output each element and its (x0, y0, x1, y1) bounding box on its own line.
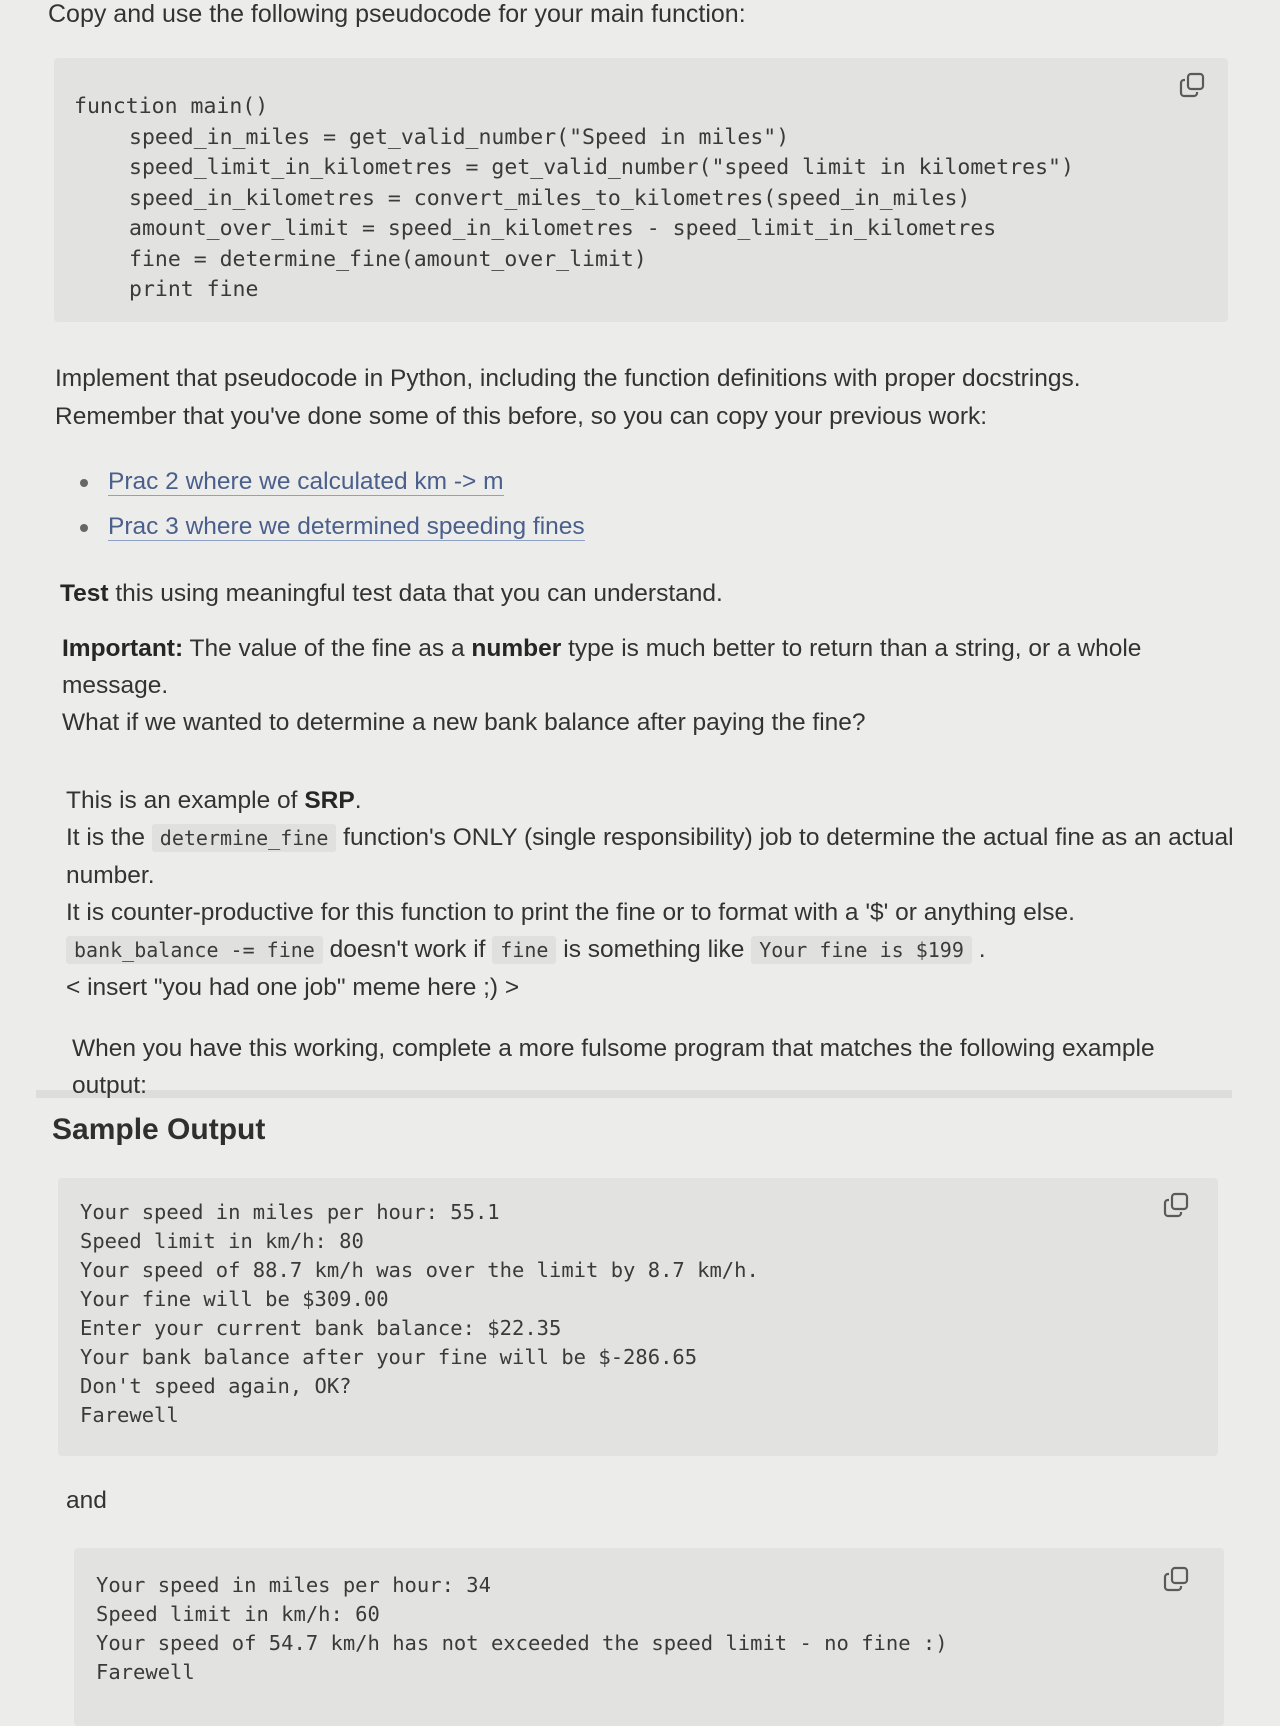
number-bold: number (471, 635, 562, 662)
code-line: function main() (74, 94, 269, 119)
code-line: fine = determine_fine(amount_over_limit) (129, 246, 647, 272)
list-item (80, 462, 585, 507)
srp-text: This is an example of (66, 787, 305, 814)
sample-output-block-1 (58, 1178, 1218, 1456)
output-line: Your speed of 88.7 km/h was over the limit by 8.7 km/h. (80, 1258, 759, 1282)
srp-paragraph (66, 782, 1236, 1006)
srp-text: It is the (66, 824, 152, 851)
output-line: Your speed in miles per hour: 34 (96, 1573, 491, 1597)
prac-2-link[interactable]: Prac 2 where we calculated km -> m (108, 468, 504, 495)
when-paragraph: When you have this working, complete a more fulsome program that matches the following example output: (72, 1035, 1155, 1099)
important-text: The value of the fine as a (183, 635, 472, 662)
implement-paragraph (55, 360, 1235, 436)
test-bold: Test (60, 580, 109, 607)
implement-line-2: Remember that you've done some of this before, so you can copy your previous work: (55, 403, 988, 430)
srp-text: doesn't work if (322, 936, 493, 963)
srp-text: . (971, 936, 986, 963)
output-line: Your speed in miles per hour: 55.1 (80, 1200, 500, 1224)
inline-code: Your fine is $199 (751, 936, 972, 964)
sample-output-heading: Sample Output (52, 1113, 266, 1146)
output-line: Farewell (80, 1403, 179, 1427)
inline-code: determine_fine (152, 824, 337, 852)
output-line: Speed limit in km/h: 60 (96, 1602, 380, 1626)
srp-bold: SRP (304, 787, 355, 814)
test-paragraph (60, 575, 723, 613)
copy-icon[interactable] (1178, 70, 1208, 100)
sample-output-block-2 (74, 1548, 1224, 1726)
bank-balance-question: What if we wanted to determine a new bank balance after paying the fine? (62, 709, 866, 736)
srp-text: . (354, 787, 362, 814)
code-line: speed_in_miles = get_valid_number("Speed in miles") (129, 124, 790, 150)
prac-3-link[interactable]: Prac 3 where we determined speeding fines (108, 513, 585, 540)
output-line: Speed limit in km/h: 80 (80, 1229, 364, 1253)
important-label: Important: (62, 635, 184, 662)
and-text: and (66, 1487, 107, 1514)
srp-text: function's ONLY (single responsibility) job to determine the actual fine as an actual number. (66, 824, 1234, 889)
bullet-dot (80, 524, 88, 532)
srp-text: is something like (556, 936, 752, 963)
output-line: Farewell (96, 1660, 195, 1684)
inline-code: fine (492, 936, 556, 964)
prac-links-list (80, 462, 585, 552)
important-text: type is much better to return than a string, or a whole message. (62, 635, 1142, 699)
code-line: print fine (129, 277, 259, 302)
code-line: amount_over_limit = speed_in_kilometres - speed_limit_in_kilometres (129, 216, 997, 241)
implement-line-1: Implement that pseudocode in Python, including the function definitions with proper docstrings. (55, 365, 1081, 392)
intro-text: Copy and use the following pseudocode for your main function: (48, 0, 746, 28)
output-line: Your speed of 54.7 km/h has not exceeded the speed limit - no fine :) (96, 1631, 948, 1655)
output-line: Don't speed again, OK? (80, 1374, 352, 1398)
output-line: Your bank balance after your fine will be $-286.65 (80, 1345, 698, 1369)
srp-text: It is counter-productive for this function to print the fine or to format with a '$' or anything else. (66, 899, 1075, 926)
bullet-dot (80, 479, 88, 487)
code-line: speed_in_kilometres = convert_miles_to_kilometres(speed_in_miles) (129, 185, 971, 211)
list-item (80, 507, 585, 552)
copy-icon[interactable] (1162, 1190, 1192, 1220)
inline-code: bank_balance -= fine (66, 936, 323, 964)
pseudocode-block (54, 58, 1228, 322)
code-line: speed_limit_in_kilometres = get_valid_number("speed limit in kilometres") (129, 155, 1074, 180)
test-text: this using meaningful test data that you can understand. (108, 580, 723, 607)
output-line: Your fine will be $309.00 (80, 1287, 389, 1311)
output-line: Enter your current bank balance: $22.35 (80, 1316, 562, 1340)
important-paragraph (62, 630, 1242, 741)
meme-note: < insert "you had one job" meme here ;) > (66, 974, 520, 1001)
copy-icon[interactable] (1162, 1564, 1192, 1594)
